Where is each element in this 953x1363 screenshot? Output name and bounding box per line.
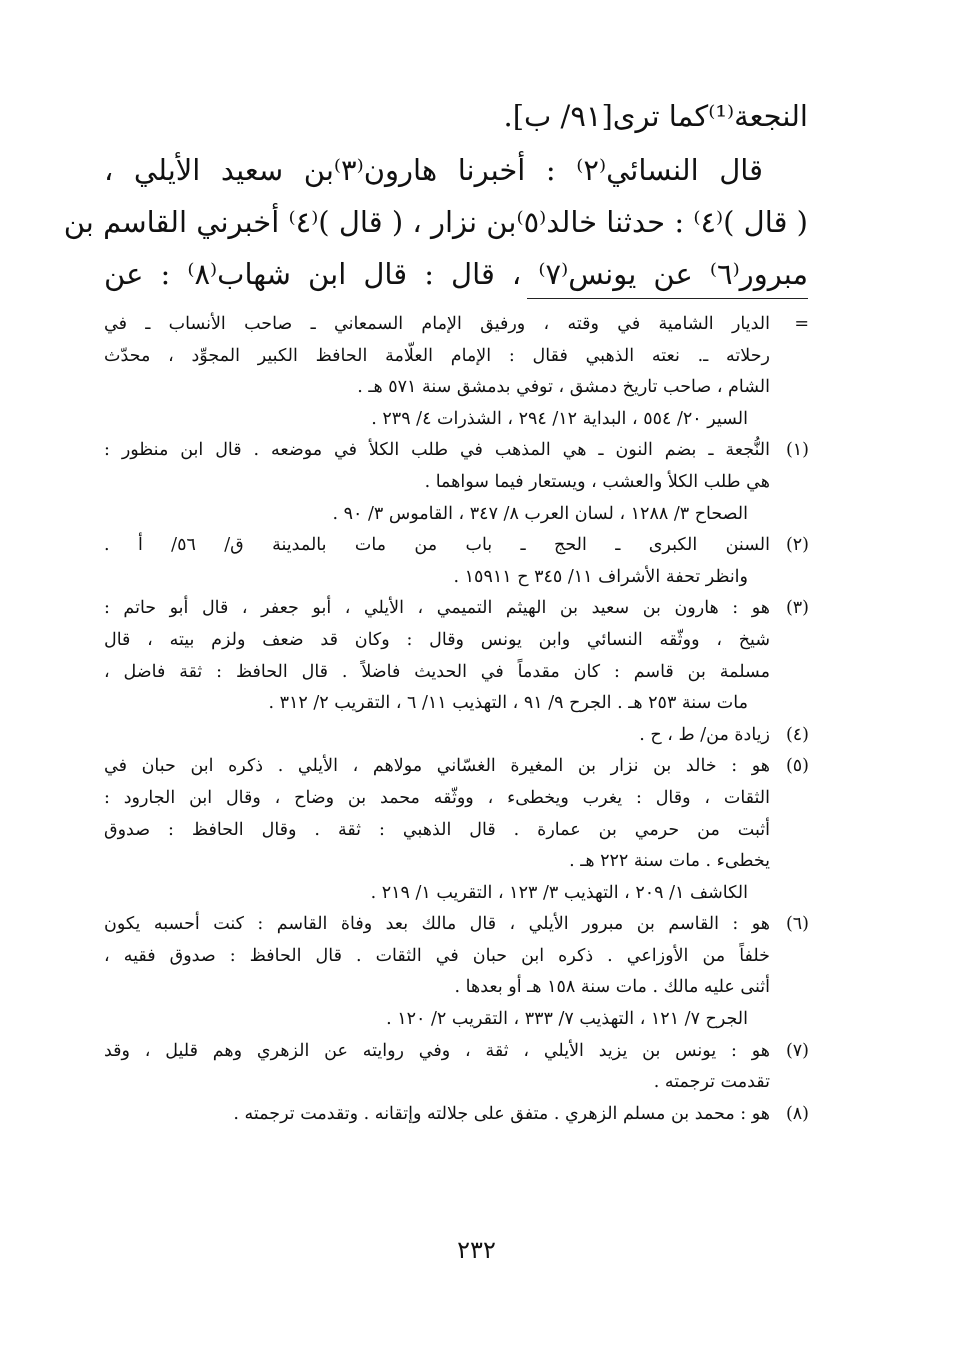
- footnote-number: (٧): [785, 1040, 809, 1061]
- main-text-line-1: النجعة⁽¹⁾كما ترى[٩١/ ب].: [503, 99, 808, 133]
- footnote-number: (٣): [785, 598, 809, 619]
- footnote-line: السنن الكبرى ـ الحج ـ باب من مات بالمدينة ق/ ٥٦/ أ .: [104, 535, 770, 556]
- footnote-separator: [527, 298, 808, 299]
- footnote-number: (٥): [785, 756, 809, 777]
- footnote-line: هو : محمد بن مسلم الزهري . متفق على جلالته وإتقانه . وتقدمت ترجمته .: [233, 1103, 770, 1124]
- page-number: ٢٣٢: [457, 1236, 496, 1264]
- footnote-line: السير ٢٠/ ٥٥٤ ، البداية ١٢/ ٢٩٤ ، الشذرات ٤/ ٢٣٩ .: [371, 408, 748, 429]
- footnote-line: الثقات ، وقال : يغرب ويخطىء ، ووثّقه محمد بن وضاح ، وقال ابن الجارود :: [104, 787, 770, 808]
- footnote-line: الكاشف ١/ ٢٠٩ ، التهذيب ٣/ ١٢٣ ، التقريب ١/ ٢١٩ .: [370, 882, 748, 903]
- main-text-line: [104, 88, 808, 144]
- footnote-line: هو : يونس بن يزيد الأيلي ، ثقة ، وفي روايته عن الزهري وهم قليل ، وقد: [104, 1040, 770, 1061]
- footnote-line: هي طلب الكلأ والعشب ، ويستعار فيما سواهما .: [424, 471, 770, 492]
- footnote: [104, 909, 808, 1035]
- footnote: [104, 751, 808, 909]
- footnote-line: الشام ، صاحب تاريخ دمشق ، توفي بدمشق سنة ٥٧١ هـ .: [357, 377, 770, 398]
- footnote-line: هو : خالد بن نزار بن المغيرة الغسّاني مولاهم ، الأيلي . ذكره ابن حبان في: [104, 756, 770, 777]
- footnote-line: الجرح ٧/ ١٢١ ، التهذيب ٧/ ٣٣٣ ، التقريب ٢/ ١٢٠ .: [386, 1009, 748, 1030]
- footnote-line: النُّجعة ـ بضم النون ـ هي المذهب في طلب الكلأ في موضعه . قال ابن منظور :: [104, 440, 770, 461]
- footnote-number: (٦): [785, 914, 809, 935]
- footnote-line: الديار الشامية في وقته ، ورفيق الإمام السمعاني ـ صاحب الأنساب ـ في: [104, 314, 770, 334]
- footnote: [104, 530, 808, 593]
- footnote: [104, 1099, 808, 1131]
- footnote-number: (٢): [785, 535, 809, 556]
- footnote-line: زيادة من/ ط ، ح .: [639, 724, 770, 745]
- footnote-line: هو : القاسم بن مبرور الأيلي ، قال مالك بعد وفاة القاسم : كنت أحسبه يكون: [104, 914, 770, 935]
- footnote: [104, 1036, 808, 1099]
- footnote-line: تقدمت ترجمته .: [653, 1072, 770, 1093]
- footnote-line: خلفاً من الأوزاعي . ذكره ابن حبان في الثقات . قال الحافظ : صدوق فقيه ،: [104, 945, 770, 966]
- footnote-line: الصحاح ٣/ ١٢٨٨ ، لسان العرب ٨/ ٣٤٧ ، القاموس ٣/ ٩٠ .: [332, 503, 748, 524]
- main-text-line-4: مبرور⁽٦⁾ عن يونس⁽٧⁾ ، قال : قال ابن شهاب⁽٨⁾ : عن: [104, 257, 808, 291]
- footnote: [104, 720, 808, 752]
- footnote-line: مسلمة بن قاسم : كان مقدماً في الحديث فاضلاً . قال الحافظ : ثقة فاضل ،: [104, 661, 770, 682]
- main-text-line: [104, 144, 808, 196]
- main-text: [63, 88, 808, 300]
- footnote-number: (١): [785, 440, 809, 461]
- footnote: [104, 309, 808, 435]
- main-text-line: [63, 196, 808, 248]
- footnote-line: شيخ ، ووثّقه النسائي وابن يونس وقال : وكان قد ضعف ولزم بيته ، قال: [104, 629, 770, 650]
- footnote: [104, 435, 808, 530]
- footnote-line: مات سنة ٢٥٣ هـ . الجرح ٩/ ٩١ ، التهذيب ١١/ ٦ ، التقريب ٢/ ٣١٢ .: [268, 693, 748, 714]
- footnote-line: رحلاته ـ. نعته الذهبي فقال : الإمام العلّامة الحافظ الكبير المجوِّد ، محدّث: [104, 345, 770, 366]
- footnote-line: أثبت من حرمي بن عمارة . قال الذهبي : ثقة . وقال الحافظ : صدوق: [104, 819, 770, 840]
- footnote-line: أثنى عليه مالك . مات سنة ١٥٨ هـ أو بعدها .: [454, 977, 770, 998]
- footnote-number: (٤): [785, 724, 809, 745]
- footnote-number: (٨): [785, 1103, 809, 1124]
- footnotes: [104, 309, 808, 1130]
- footnote-line: هو : هارون بن سعيد بن الهيثم التميمي ، الأيلي ، أبو جعفر ، قال أبو حاتم :: [104, 598, 770, 619]
- main-text-line: [104, 248, 808, 300]
- footnote-line: وانظر تحفة الأشراف ١١/ ٣٤٥ ح ١٥٩١١ .: [453, 566, 748, 587]
- main-text-line-3: ( قال )⁽٤⁾ : حدثنا خالد⁽٥⁾بن نزار ، ( قال )⁽٤⁾ أخبرني القاسم بن: [63, 205, 808, 239]
- footnote: [104, 593, 808, 719]
- footnote-number: =: [794, 314, 809, 334]
- main-text-line-2: قال النسائي⁽٢⁾ : أخبرنا هارون⁽٣⁾بن سعيد الأيلي ،: [104, 153, 763, 187]
- footnote-line: يخطىء . مات سنة ٢٢٢ هـ .: [569, 851, 770, 872]
